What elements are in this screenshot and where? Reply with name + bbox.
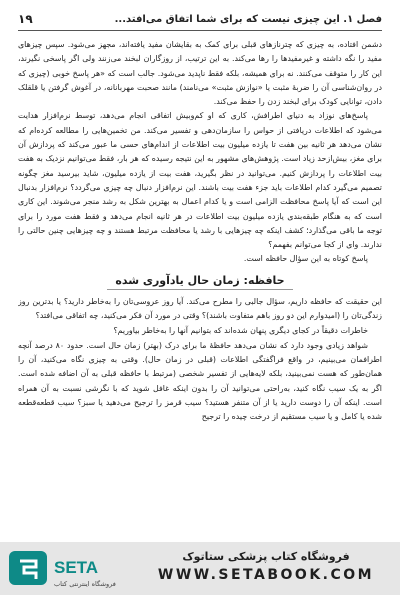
- page-body: [18, 38, 382, 528]
- section-heading-text: حافظه: زمان حال یادآوری شده: [107, 273, 292, 290]
- page-number: ۱۹: [18, 12, 33, 26]
- paragraph-5: شواهد زیادی وجود دارد که نشان می‌دهد حافظهٔ ما برای درک (بهتر) زمان حال است. حدود ۸۰ درصد آنچه اطرافمان می‌بینیم، در واقع فراگفتگی اطلاعات (قبلی در زمان حال). وقتی به چیزی نگاه می‌کنید، آن را همان‌طور که هست نمی‌بینید، بلکه لایه‌هایی از تفسیر شخصی (مرتبط با حافظه قبلی به آن اضافه شده است. اگر به یک سیب نگاه کنید، به‌راحتی می‌توانید آن را بدون اینکه غافل شوید که با نگرشی نسبت به آن همراه است. اینکه آن را دوست دارید یا از آن متنفر هستید؟ سیب قرمز را ترجیح می‌دهید یا سبز؟ سیب قطعه‌قطعه شده یا کامل و یا سیب مستقیم از درخت چیده را ترجیح: [18, 340, 382, 422]
- paragraph-4-question: خاطرات دقیقاً در کجای دیگری پنهان شده‌اند که بتوانیم آنها را به‌خاطر بیاوریم؟: [113, 326, 368, 336]
- paragraph-2: پاسخ‌های نوزاد به دنیای اطرافش، کاری که او کم‌وبیش اتفاقی انجام می‌دهد، توسط نرم‌افزار هدایت می‌شود که اطلاعات دریافتی از حواس را سازمان‌دهی و تفسیر می‌کند. من تخمین‌هایی را مطالعه کرده‌ام که نشان می‌دهد هر ثانیه بین هفت تا یازده میلیون بیت اطلاعات از اندام‌های حسی ما عبور می‌کند که پردازش آن برای مغز، بیش‌ازحد زیاد است. پژوهش‌های مشهور به این نتیجه رسیده که هر بار، فقط می‌توانیم نزدیک به هفت بیت اطلاعات را پردازش کنیم. می‌توانید در نظر بگیرید، هفت بیت از یازده میلیون، شاید بیرسید مغز چگونه تصمیم می‌گیرد کدام اطلاعات باید جزء هفت بیت باشند. این نرم‌افزار دنبال چه چیزی می‌گردد؟ نرم‌افزار بدنبال این است که آیا پاسخ محافظت الزامی است و یا کدام اعمال به بهترین شکل به رشد منجر می‌شوند. این کاری است که به هنگام طبقه‌بندی یازده میلیون بیت اطلاعات در هر ثانیه انجام می‌دهد و فقط هفت مورد را برای توجه ما باقی می‌گذارد؛ کشف اینکه چه چیزهایی با رشد یا محافظت مرتبط هستند و چه چیزهایی چنین حالتی را ندارند. وای از کجا می‌توانم بفهمم؟: [18, 111, 382, 250]
- paragraph-4: این حقیقت که حافظه داریم، سؤال جالبی را مطرح می‌کند. آیا روز عروسی‌تان را به‌خاطر دارید؟ یا بدترین روز زندگی‌تان را (امیدوارم این دو روز باهم متفاوت باشند)؟ وقتی در مورد آن فکر می‌کنید، چه اتفاقی می‌افتد؟: [18, 296, 382, 321]
- setabook-logo[interactable]: [8, 547, 138, 591]
- header-divider: [18, 30, 382, 31]
- paragraph-1: دشمن افتاده، به چیزی که چترنازهای قبلی برای کمک به بقایشان مفید یافته‌اند، مجهز می‌شود. سپس چیزهای مفید را نگه داشته و غیرمفیدها را رها می‌کند. به این ترتیب، از روزگاران لبخند می‌زنند ولی اگر پاسخی نگیرند، این کار را متوقف می‌کنند. نه برای همیشه، بلکه فقط ناپدید می‌شود. جالب است که «هر پاسخ خوبی (چیزی که در روان‌شناسی آن را ضربهٔ مثبت یا «نوازش مثبت» می‌نامند) مانند صحبت مهربانانه، در آغوش گرفتن یا قلقلک دادن، توانایی کودک برای لبخند زدن را حفظ می‌کند.: [18, 40, 382, 107]
- logo-subtitle: فروشگاه اینترنتی کتاب: [54, 580, 116, 588]
- paragraph-3: پاسخ کوتاه به این سؤال حافظه است.: [243, 254, 368, 264]
- logo-text: SETA: [54, 558, 99, 577]
- footer-banner: [0, 542, 400, 595]
- page-header: [18, 10, 382, 28]
- section-heading: [18, 273, 382, 290]
- store-name: فروشگاه کتاب پزشکی ستاتوک: [182, 550, 350, 563]
- chapter-title: فصل ۱. این چیزی نیست که برای شما اتفاق می‌افتد...: [114, 13, 382, 25]
- website-link[interactable]: WWW.SETABOOK.COM: [157, 567, 375, 583]
- store-brand: [146, 550, 386, 583]
